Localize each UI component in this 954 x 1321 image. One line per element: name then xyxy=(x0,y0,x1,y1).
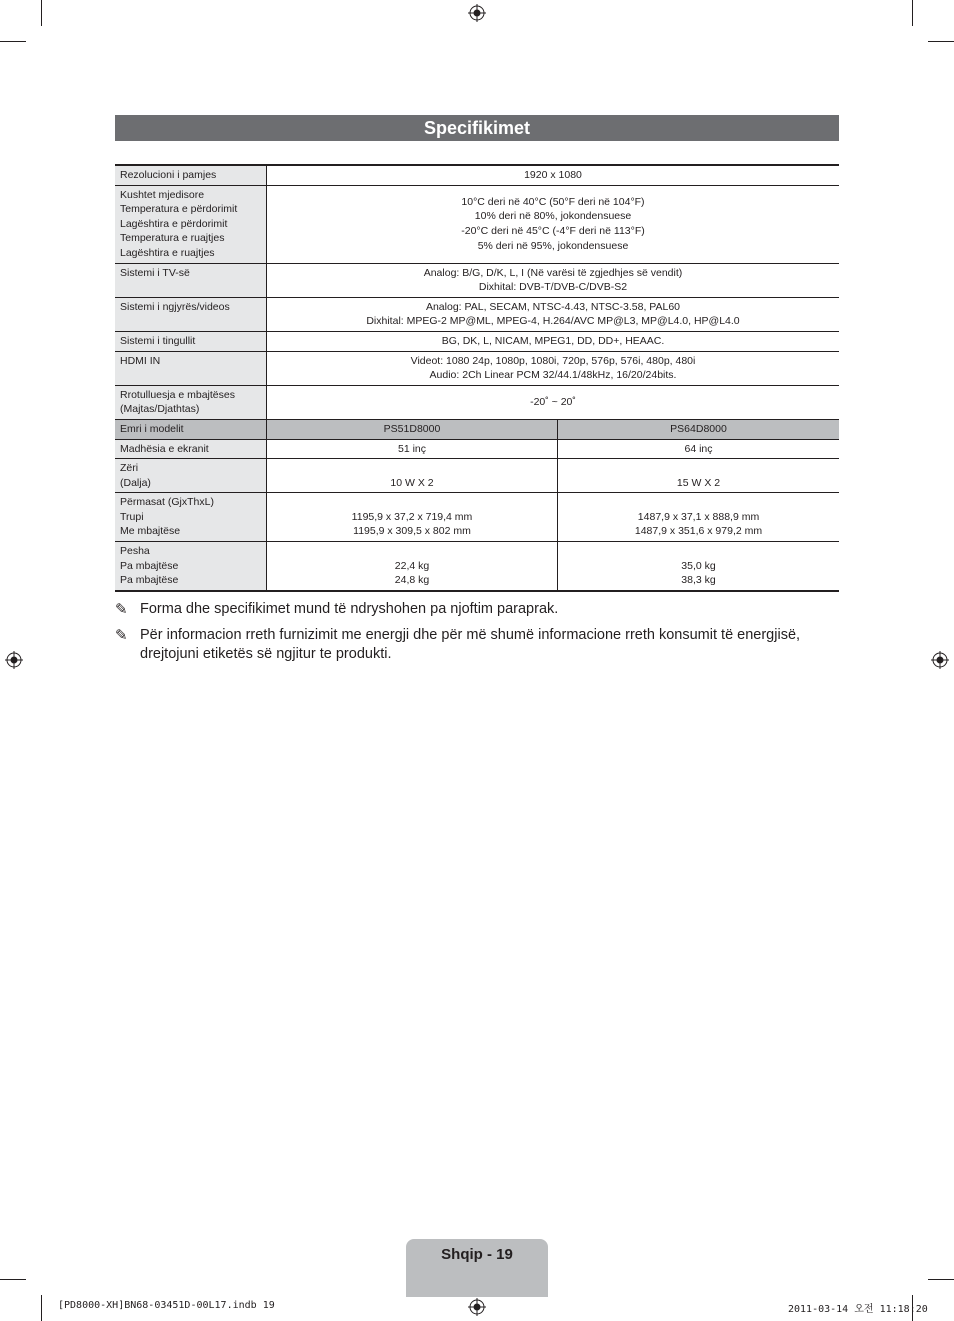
cell-line: 10 W X 2 xyxy=(390,476,434,489)
cell-line: -20˚ ~ 20˚ xyxy=(530,396,576,409)
model-label: Emri i modelit xyxy=(115,419,267,439)
table-row xyxy=(115,351,839,385)
cell-line: Sistemi i ngjyrës/videos xyxy=(120,300,230,313)
table-row xyxy=(115,542,839,591)
cell-line: Rezolucioni i pamjes xyxy=(120,169,217,181)
row-label xyxy=(115,351,267,385)
cell-line: 38,3 kg xyxy=(681,574,716,587)
cell-line: Lagështira e ruajtjes xyxy=(120,246,215,259)
cell-line: Pa mbajtëse xyxy=(120,559,179,572)
cell-line: 51 inç xyxy=(397,442,427,455)
cell-line: Trupi xyxy=(120,510,144,523)
cell-line: 1195,9 x 309,5 x 802 mm xyxy=(353,525,471,538)
row-label xyxy=(115,439,267,459)
note-text: Për informacion rreth furnizimit me energji dhe për më shumë informacione rreth konsumit të energjisë, drejtojuni etiketës së ngjitur te produkti. xyxy=(140,626,801,662)
crop-mark xyxy=(41,1295,42,1321)
note-item xyxy=(115,626,839,665)
row-value xyxy=(267,439,558,459)
cell-line: 15 W X 2 xyxy=(676,476,721,489)
spec-table xyxy=(115,164,839,592)
crop-mark xyxy=(928,41,954,42)
registration-mark-icon xyxy=(468,1298,486,1316)
row-label xyxy=(115,331,267,351)
cell-line: 1487,9 x 37,1 x 888,9 mm xyxy=(637,510,760,523)
notes xyxy=(115,600,839,671)
cell-line: Temperatura e ruajtjes xyxy=(120,232,225,245)
cell-line: Videot: 1080 24p, 1080p, 1080i, 720p, 576p, 576i, 480p, 480i xyxy=(410,354,696,367)
row-value xyxy=(267,165,840,185)
model-name: PS51D8000 xyxy=(267,419,558,439)
row-value xyxy=(558,459,840,493)
row-value xyxy=(267,185,840,263)
cell-line: Sistemi i tingullit xyxy=(120,334,196,347)
cell-line: Përmasat (GjxThxL) xyxy=(120,496,214,509)
cell-line: Madhësia e ekranit xyxy=(120,442,209,455)
cell-line: (Dalja) xyxy=(120,476,151,489)
row-value xyxy=(267,263,840,297)
cell-line: 64 inç xyxy=(684,442,713,455)
cell-line: Pesha xyxy=(120,545,150,558)
cell-line: 1920 x 1080 xyxy=(524,169,582,181)
crop-mark xyxy=(0,1279,26,1280)
table-row xyxy=(115,165,839,185)
table-row xyxy=(115,459,839,493)
crop-mark xyxy=(912,0,913,26)
pencil-note-icon: ✎ xyxy=(115,601,128,618)
row-value xyxy=(267,459,558,493)
cell-line: Pa mbajtëse xyxy=(120,574,179,587)
row-label xyxy=(115,185,267,263)
note-item xyxy=(115,600,839,620)
model-row xyxy=(115,419,839,439)
cell-line: -20°C deri në 45°C (-4°F deri në 113°F) xyxy=(461,225,645,238)
cell-line: Rrotulluesja e mbajtëses xyxy=(120,388,235,401)
row-label xyxy=(115,263,267,297)
row-value xyxy=(267,297,840,331)
cell-line: Temperatura e përdorimit xyxy=(120,203,238,216)
row-label xyxy=(115,493,267,542)
cell-line: 10% deri në 80%, jokondensuese xyxy=(474,210,632,223)
registration-mark-icon xyxy=(5,651,23,669)
table-row xyxy=(115,263,839,297)
row-value xyxy=(267,385,840,419)
cell-line: 24,8 kg xyxy=(394,574,430,587)
table-row xyxy=(115,297,839,331)
cell-line: 22,4 kg xyxy=(394,559,430,572)
cell-line: Lagështira e përdorimit xyxy=(120,217,228,230)
cell-line: 10°C deri në 40°C (50°F deri në 104°F) xyxy=(461,195,645,208)
registration-mark-icon xyxy=(468,4,486,22)
cell-line: Sistemi i TV-së xyxy=(120,266,190,279)
cell-line: HDMI IN xyxy=(120,354,161,367)
cell-line: Kushtet mjedisore xyxy=(120,188,205,201)
crop-mark xyxy=(41,0,42,26)
table-row xyxy=(115,493,839,542)
table-row xyxy=(115,439,839,459)
cell-line: 1487,9 x 351,6 x 979,2 mm xyxy=(634,525,763,538)
page-number: Shqip - 19 xyxy=(406,1239,548,1297)
cell-line: Zëri xyxy=(120,462,139,475)
cell-line: (Majtas/Djathtas) xyxy=(120,403,200,416)
cell-line: 35,0 kg xyxy=(681,559,716,572)
cell-line: Dixhital: MPEG-2 MP@ML, MPEG-4, H.264/AVC MP@L3, MP@L4.0, HP@L4.0 xyxy=(366,315,740,328)
row-value xyxy=(558,542,840,591)
row-label xyxy=(115,297,267,331)
row-value xyxy=(267,493,558,542)
row-label xyxy=(115,165,267,185)
print-slug-left: [PD8000-XH]BN68-03451D-00L17.indb 19 xyxy=(58,1300,275,1311)
cell-line: Me mbajtëse xyxy=(120,525,181,538)
row-value xyxy=(267,351,840,385)
crop-mark xyxy=(0,41,26,42)
cell-line: Audio: 2Ch Linear PCM 32/44.1/48kHz, 16/20/24bits. xyxy=(429,369,677,382)
row-value xyxy=(267,331,840,351)
pencil-note-icon: ✎ xyxy=(115,626,128,644)
print-slug-right: 2011-03-14 오전 11:18:20 xyxy=(788,1304,928,1315)
page-title: Specifikimet xyxy=(115,115,839,141)
cell-line: 1195,9 x 37,2 x 719,4 mm xyxy=(351,510,473,523)
registration-mark-icon xyxy=(931,651,949,669)
cell-line: Analog: PAL, SECAM, NTSC-4.43, NTSC-3.58, PAL60 xyxy=(425,300,681,313)
table-row xyxy=(115,185,839,263)
cell-line: BG, DK, L, NICAM, MPEG1, DD, DD+, HEAAC. xyxy=(441,334,665,347)
row-value xyxy=(267,542,558,591)
cell-line: Dixhital: DVB-T/DVB-C/DVB-S2 xyxy=(478,281,628,294)
row-value xyxy=(558,493,840,542)
table-row xyxy=(115,385,839,419)
note-text: Forma dhe specifikimet mund të ndryshohen pa njoftim paraprak. xyxy=(140,601,559,617)
row-label xyxy=(115,459,267,493)
row-label xyxy=(115,542,267,591)
cell-line: Analog: B/G, D/K, L, I (Në varësi të zgjedhjes së vendit) xyxy=(423,266,683,279)
table-row xyxy=(115,331,839,351)
row-label xyxy=(115,385,267,419)
row-value xyxy=(558,439,840,459)
cell-line: 5% deri në 95%, jokondensuese xyxy=(477,239,629,252)
model-name: PS64D8000 xyxy=(558,419,840,439)
crop-mark xyxy=(928,1279,954,1280)
